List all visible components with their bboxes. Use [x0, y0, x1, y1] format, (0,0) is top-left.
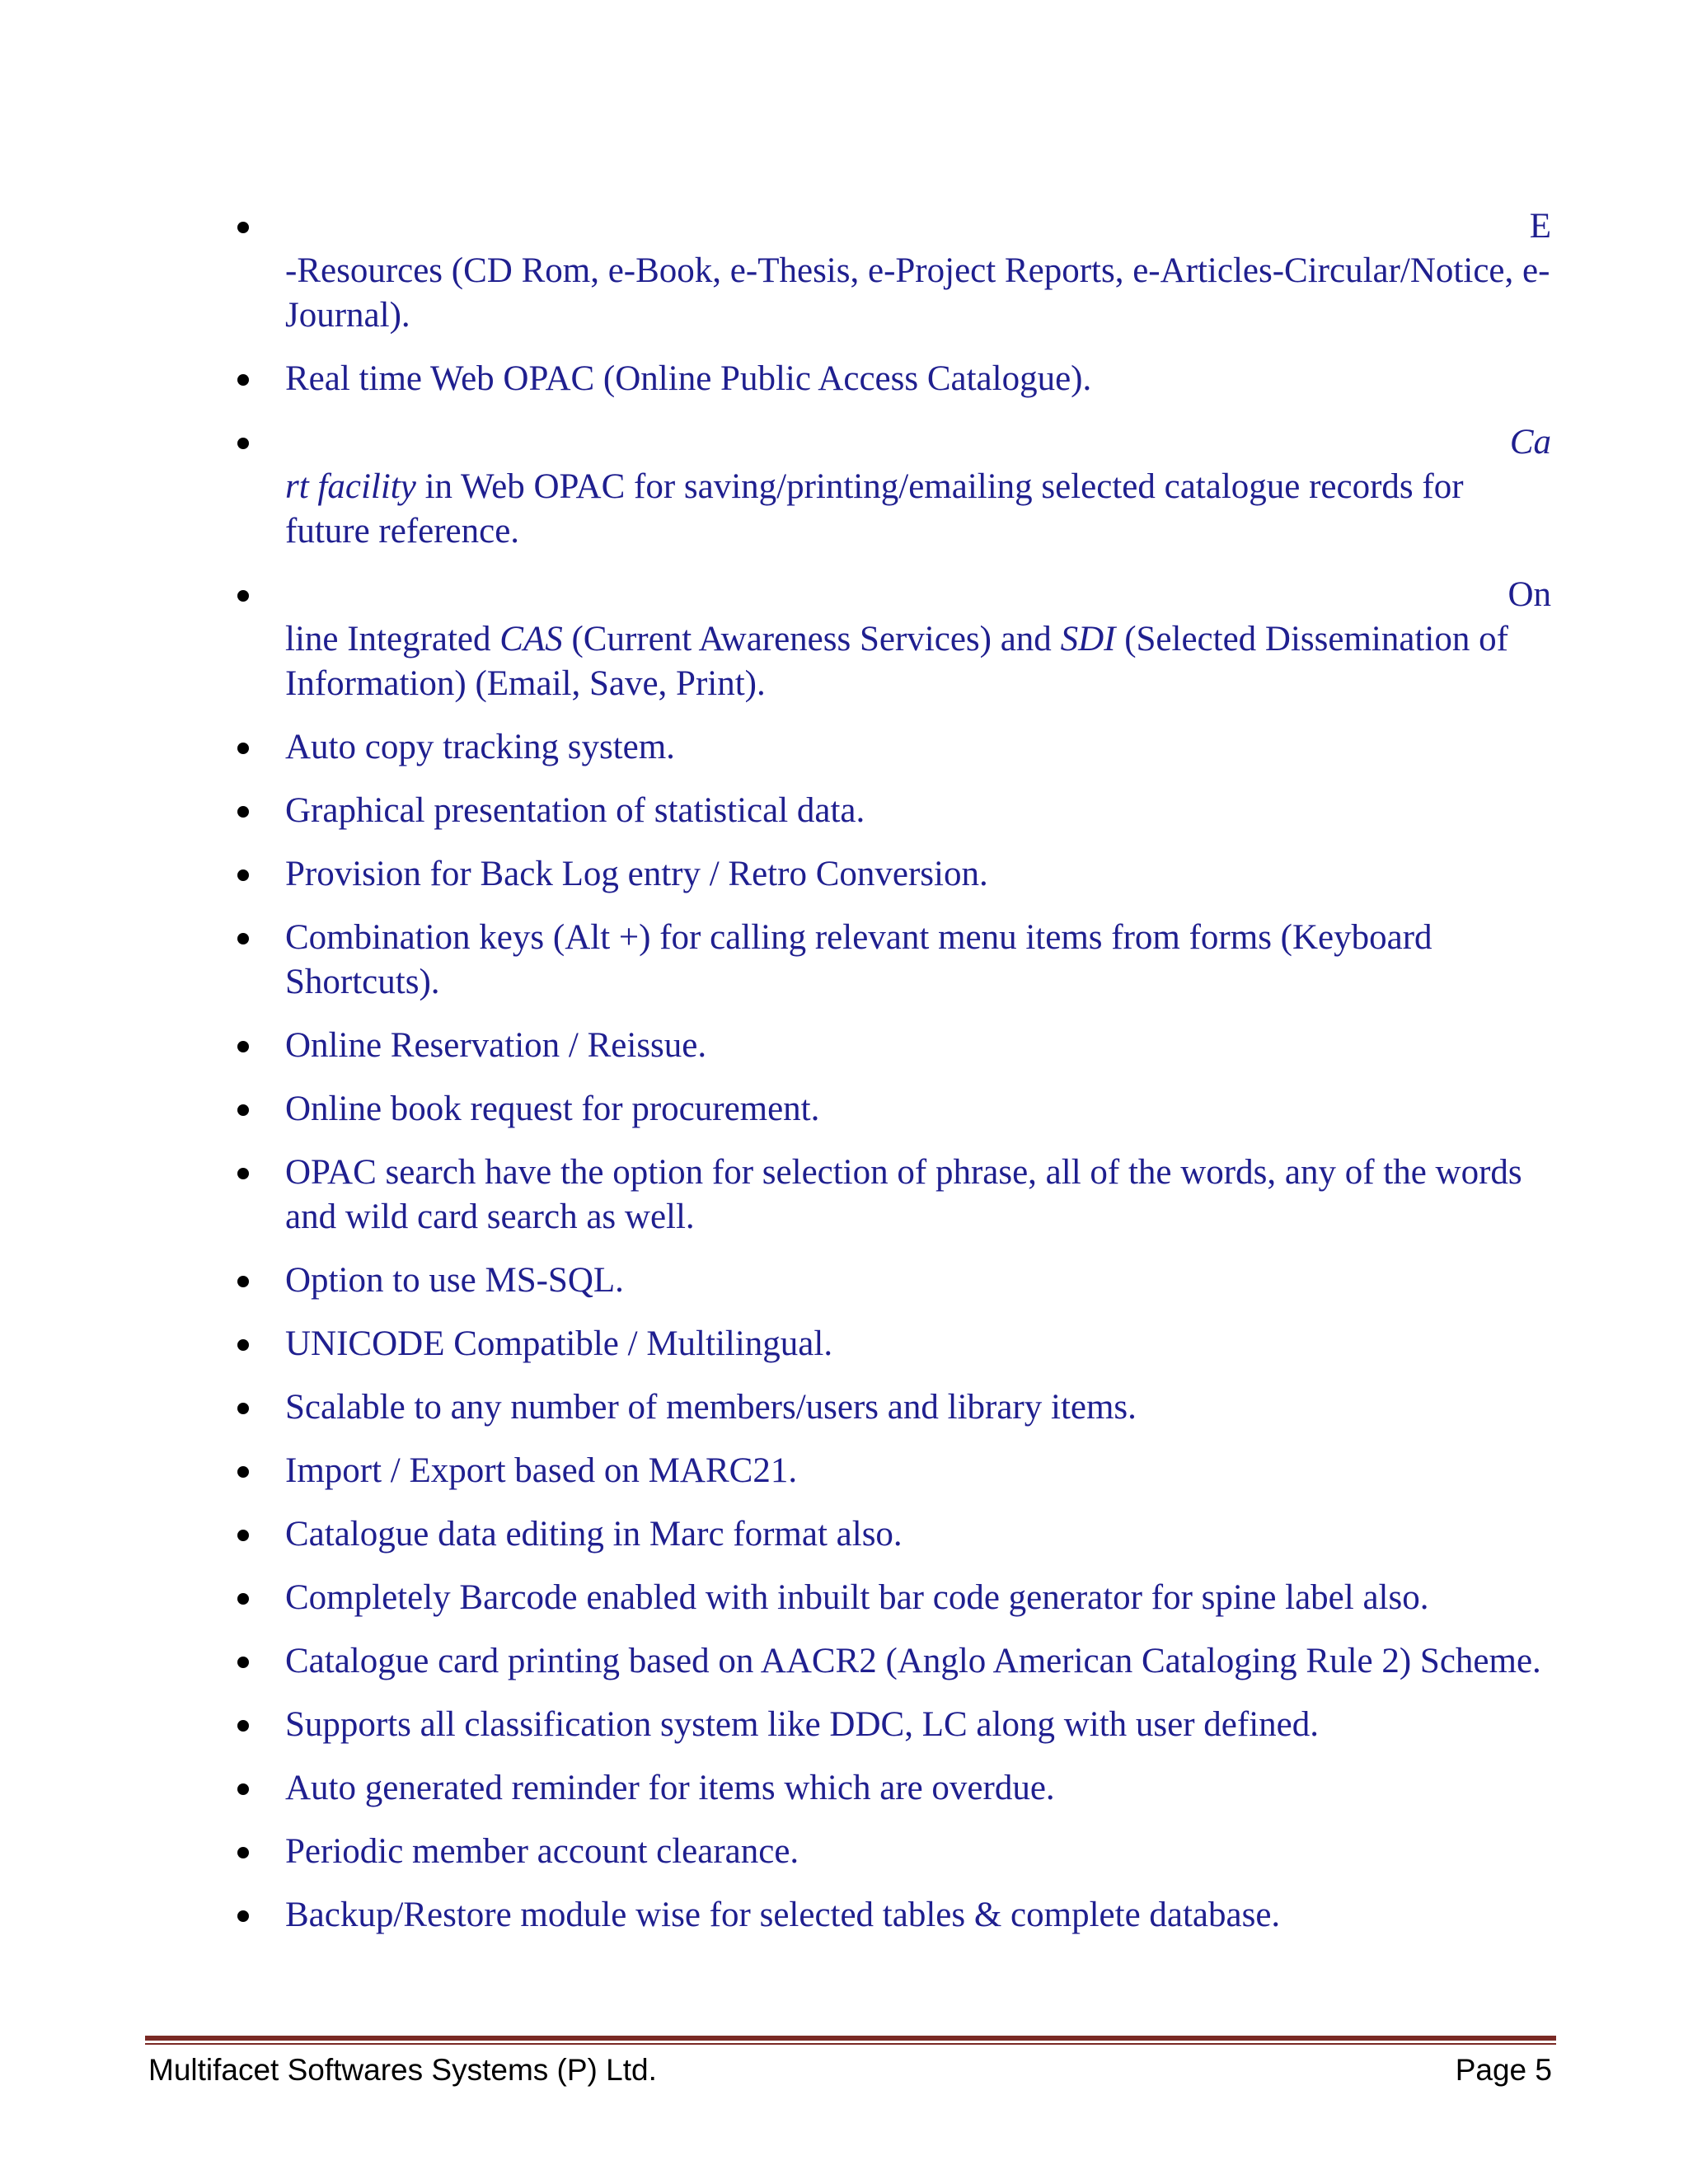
list-item-text: line Integrated	[285, 620, 500, 658]
footer-company-name: Multifacet Softwares Systems (P) Ltd.	[148, 2053, 657, 2087]
bullet-icon	[237, 1847, 249, 1858]
list-item	[232, 1512, 1551, 1557]
list-item-text: -Resources (CD Rom, e-Book, e-Thesis, e-Project Reports, e-Articles-Circular/Notice, e-Journal).	[285, 251, 1550, 335]
list-item	[232, 1385, 1551, 1430]
footer-page-number: Page 5	[1455, 2053, 1552, 2087]
bullet-icon	[237, 1530, 249, 1541]
list-item	[232, 1322, 1551, 1366]
split-fragment: On	[1507, 575, 1551, 614]
list-item-text: (Selected Dissemination of Information) (Email, Save, Print).	[285, 620, 1508, 703]
list-item-text: Completely Barcode enabled with inbuilt bar code generator for spine label also.	[285, 1578, 1429, 1617]
footer-divider-thin	[145, 2043, 1556, 2045]
list-item	[232, 725, 1551, 770]
bullet-icon	[237, 869, 249, 881]
list-item	[232, 916, 1551, 1005]
bullet-icon	[237, 438, 249, 449]
list-item	[232, 204, 1551, 338]
bullet-icon	[237, 1910, 249, 1922]
italic-term-sdi: SDI	[1060, 620, 1116, 658]
list-item-text: Catalogue data editing in Marc format also.	[285, 1515, 903, 1554]
bullet-icon	[237, 1783, 249, 1795]
bullet-icon	[237, 1657, 249, 1668]
footer-divider	[145, 2036, 1556, 2041]
list-item	[232, 420, 1551, 554]
bullet-icon	[237, 1339, 249, 1351]
list-item-text: Graphical presentation of statistical data.	[285, 791, 865, 830]
bullet-icon	[237, 806, 249, 818]
list-item-text: Online Reservation / Reissue.	[285, 1026, 707, 1065]
bullet-icon	[237, 1593, 249, 1605]
list-item-text: Online book request for procurement.	[285, 1090, 820, 1128]
bullet-icon	[237, 1041, 249, 1052]
list-item-text: (Current Awareness Services) and	[562, 620, 1061, 658]
list-item	[232, 1639, 1551, 1684]
list-item-text: Supports all classification system like DDC, LC along with user defined.	[285, 1705, 1319, 1744]
italic-term: rt facility	[285, 467, 416, 506]
bullet-icon	[237, 374, 249, 386]
list-item-text: Scalable to any number of members/users and library items.	[285, 1388, 1137, 1427]
list-item	[232, 1576, 1551, 1620]
list-item	[232, 357, 1551, 401]
bullet-icon	[237, 933, 249, 944]
list-item	[232, 573, 1551, 706]
bullet-icon	[237, 1168, 249, 1179]
list-item-text: Backup/Restore module wise for selected tables & complete database.	[285, 1896, 1281, 1934]
bullet-icon	[237, 590, 249, 602]
list-item	[232, 1830, 1551, 1874]
list-item-text: Option to use MS-SQL.	[285, 1261, 624, 1300]
list-item-text: OPAC search have the option for selection of phrase, all of the words, any of the words and wild card search as well.	[285, 1153, 1522, 1236]
list-item-text: UNICODE Compatible / Multilingual.	[285, 1324, 833, 1363]
bullet-icon	[237, 1720, 249, 1732]
split-fragment: Ca	[1509, 423, 1551, 462]
italic-term-cas: CAS	[499, 620, 563, 658]
bullet-icon	[237, 1466, 249, 1478]
list-item-text: Auto copy tracking system.	[285, 728, 675, 766]
list-item	[232, 789, 1551, 833]
bullet-icon	[237, 222, 249, 233]
list-item-text: Auto generated reminder for items which are overdue.	[285, 1769, 1055, 1807]
list-item-text: Real time Web OPAC (Online Public Access Catalogue).	[285, 359, 1092, 398]
bullet-icon	[237, 1104, 249, 1116]
list-item	[232, 852, 1551, 897]
list-item-text: Provision for Back Log entry / Retro Conversion.	[285, 855, 988, 893]
split-fragment: E	[1529, 207, 1551, 246]
bullet-icon	[237, 1403, 249, 1414]
list-item	[232, 1449, 1551, 1493]
list-item-text: Catalogue card printing based on AACR2 (Anglo American Cataloging Rule 2) Scheme.	[285, 1642, 1541, 1680]
list-item	[232, 1024, 1551, 1068]
list-item-text: Combination keys (Alt +) for calling relevant menu items from forms (Keyboard Shortcuts).	[285, 918, 1432, 1001]
list-item	[232, 1703, 1551, 1747]
list-item	[232, 1766, 1551, 1811]
feature-list	[232, 204, 1551, 1957]
bullet-icon	[237, 743, 249, 754]
list-item	[232, 1151, 1551, 1240]
list-item-text: Periodic member account clearance.	[285, 1832, 799, 1871]
list-item-text: in Web OPAC for saving/printing/emailing selected catalogue records for future reference.	[285, 467, 1464, 551]
list-item	[232, 1258, 1551, 1303]
list-item	[232, 1893, 1551, 1938]
bullet-icon	[237, 1276, 249, 1287]
list-item-text: Import / Export based on MARC21.	[285, 1451, 798, 1490]
list-item	[232, 1087, 1551, 1132]
